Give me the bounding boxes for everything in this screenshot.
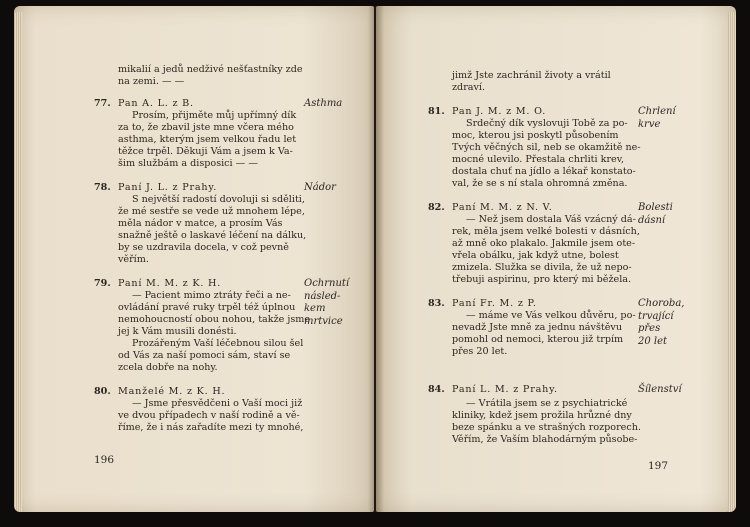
entry-heading: Paní L. M. z Prahy. — [452, 384, 558, 395]
margin-note: 20 let — [638, 335, 668, 347]
text-line: S největší radostí dovoluji si sděliti, — [132, 194, 305, 205]
entry-number: 80. — [94, 386, 111, 397]
text-line: nevadž Jste mně za jednu návštěvu — [452, 322, 622, 333]
entry-number: 83. — [428, 298, 445, 309]
entry-number: 78. — [94, 182, 111, 193]
text-line: — Vrátila jsem se z psychiatrické — [466, 398, 628, 409]
entry-number: 84. — [428, 384, 445, 395]
entry-heading: Paní M. M. z N. V. — [452, 202, 553, 213]
entry-heading: Paní M. M. z K. H. — [118, 278, 222, 289]
text-line: dostala chuť na jídlo a lékař konstato- — [452, 166, 636, 177]
text-line: snažně ještě o laskavé léčení na dálku, — [118, 230, 307, 241]
text-line: že mé sestře se vede už mnohem lépe, — [118, 206, 305, 217]
text-line: asthma, kterým jsem velkou řadu let — [118, 134, 297, 145]
entry-heading: Paní Fr. M. z P. — [452, 298, 537, 309]
entry-heading: Manželé M. z K. H. — [118, 386, 226, 397]
text-line: na zemi. — — — [118, 76, 185, 87]
text-line: zdraví. — [452, 82, 486, 93]
text-line: Prozářeným Vaší léčebnou silou šel — [132, 338, 304, 349]
text-line: říme, že i nás zařadíte mezi ty mnohé, — [118, 422, 304, 433]
text-line: Tvých věčných sil, neb se okamžitě ne- — [452, 142, 641, 153]
margin-note: Bolesti — [638, 202, 673, 213]
text-line: jimž Jste zachránil životy a vrátil — [452, 70, 611, 81]
entry-number: 82. — [428, 202, 445, 213]
page-number: 196 — [94, 454, 115, 466]
entry-number: 81. — [428, 106, 445, 117]
right-page — [376, 6, 736, 512]
text-line: Prosím, přijměte můj upřímný dík — [132, 110, 297, 121]
text-line: kliniky, kdež jsem prožila hrůzné dny — [452, 410, 632, 421]
margin-note: Nádor — [304, 182, 336, 193]
page-edges-right — [728, 12, 736, 512]
text-line: pomohl od nemoci, kterou již trpím — [452, 334, 624, 345]
text-line: val, že se s ní stala ohromná změna. — [452, 178, 628, 189]
book-spread — [10, 6, 742, 518]
margin-note: mrtvice — [304, 315, 343, 327]
text-line: mocné ulevilo. Přestala chrliti krev, — [452, 154, 625, 165]
text-line: by se uzdravila docela, v což pevně — [118, 242, 289, 253]
text-line: vřela obálku, jak když utne, bolest — [452, 250, 619, 261]
text-line: nemohoucností obou nohou, takže jsme — [118, 314, 311, 325]
text-line: přes 20 let. — [452, 346, 508, 357]
margin-note: Šílenství — [638, 384, 682, 395]
text-line: moc, kterou jsi poskytl působením — [452, 130, 619, 141]
text-line: — Pacient mimo ztráty řeči a ne- — [132, 290, 291, 301]
margin-note: dásní — [638, 214, 666, 226]
text-line: rek, měla jsem velké bolesti v dásních, — [452, 226, 640, 237]
text-line: — Než jsem dostala Váš vzácný dá- — [466, 214, 636, 225]
text-line: jej k Vám musili donésti. — [118, 326, 237, 337]
margin-note: Choroba, — [638, 298, 685, 309]
text-line: měla nádor v matce, a prosím Vás — [118, 218, 283, 229]
entry-heading: Paní J. L. z Prahy. — [118, 182, 218, 193]
text-line: šim službám a disposici — — — [118, 158, 258, 169]
text-line: Věřím, že Vaším blahodárným působe- — [452, 434, 638, 445]
text-line: Srdečný dík vyslovuji Tobě za po- — [466, 118, 628, 129]
entry-number: 77. — [94, 98, 111, 109]
margin-note: trvající — [638, 310, 674, 322]
margin-note: Ochrnutí — [304, 278, 350, 289]
margin-note: přes — [638, 323, 661, 334]
text-line: až mně oko plakalo. Jakmile jsem ote- — [452, 238, 636, 249]
margin-note: Asthma — [304, 98, 343, 109]
text-line: — Jsme přesvědčeni o Vaší moci již — [132, 398, 303, 409]
text-line: zmizela. Služka se divila, že už nepo- — [452, 262, 632, 273]
margin-note: násled- — [304, 290, 341, 302]
book-gutter — [368, 6, 384, 512]
margin-note: krve — [638, 118, 661, 130]
text-line: věřím. — [118, 254, 149, 265]
page-number: 197 — [648, 460, 669, 472]
margin-note: kem — [304, 303, 326, 314]
page-edges-left — [14, 12, 22, 512]
entry-heading: Pan J. M. z M. O. — [452, 106, 547, 117]
text-line: beze spánku a ve strašných rozporech. — [452, 422, 641, 433]
margin-note: Chrlení — [638, 106, 676, 117]
text-line: — máme ve Vás velkou důvěru, po- — [466, 310, 636, 321]
left-page — [14, 6, 374, 512]
entry-number: 79. — [94, 278, 111, 289]
text-line: ovládání pravé ruky trpěl též úplnou — [118, 302, 296, 313]
text-line: těžce trpěl. Děkuji Vám a jsem k Va- — [118, 146, 293, 157]
text-line: za to, že zbavil jste mne včera mého — [118, 122, 294, 133]
entry-heading: Pan A. L. z B. — [118, 98, 194, 109]
text-line: mikalií a jedů nedživé nešťastníky zde — [118, 64, 303, 75]
text-line: třebuji aspirinu, pro který mi běžela. — [452, 274, 632, 285]
text-line: ve dvou případech v naší rodině a vě- — [118, 410, 300, 421]
text-line: od Vás za naší pomoci sám, staví se — [118, 350, 291, 361]
text-line: zcela dobře na nohy. — [118, 362, 218, 373]
